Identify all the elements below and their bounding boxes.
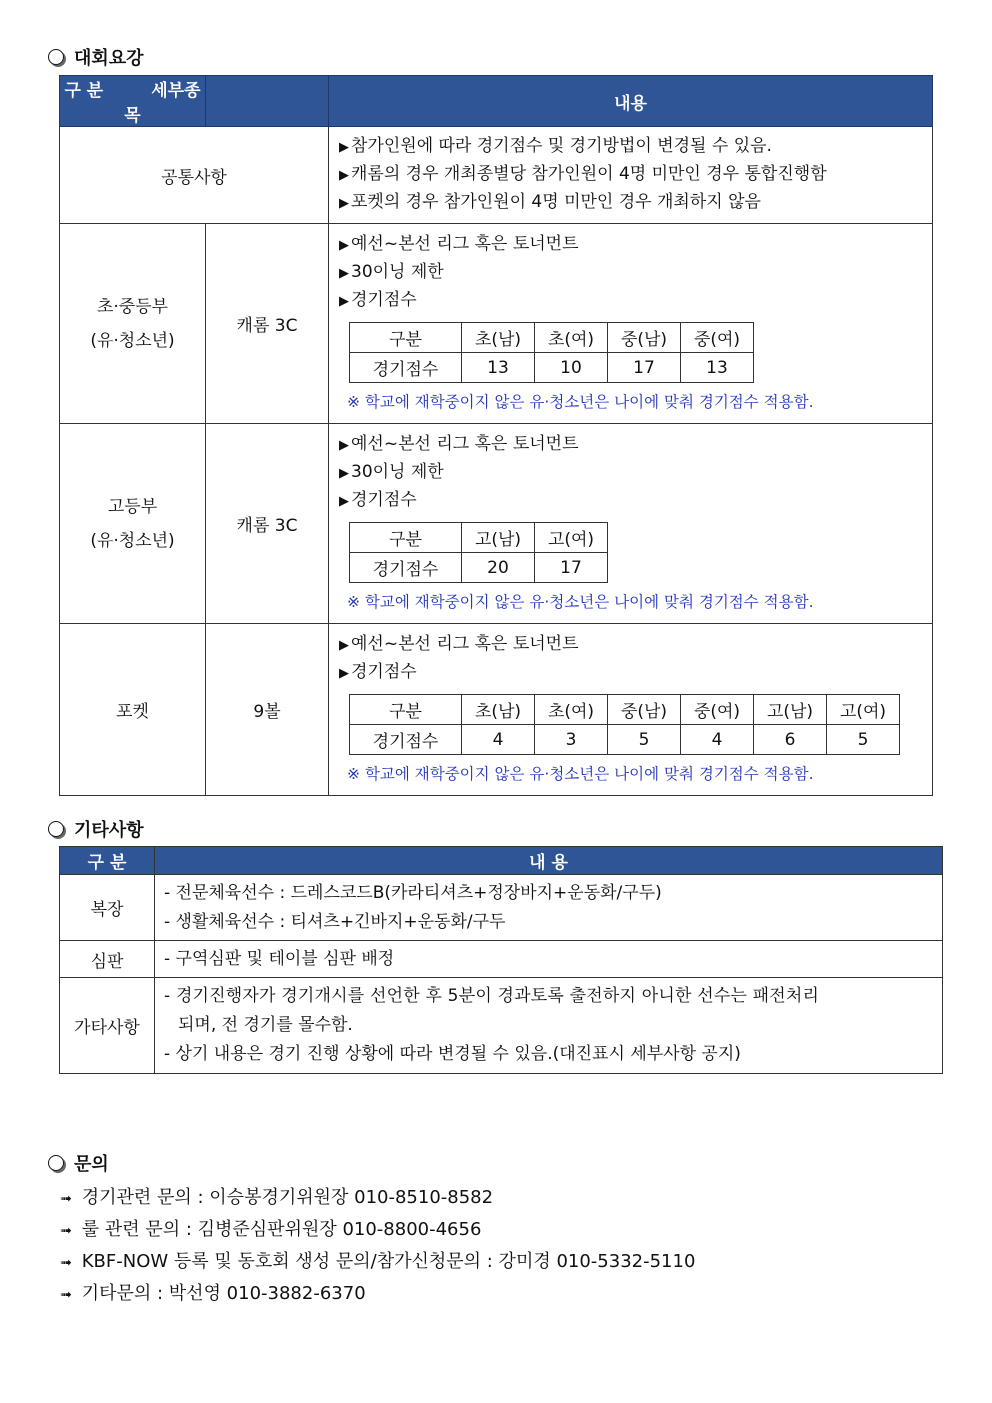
triangle-icon: ▶	[339, 638, 349, 653]
arrow-icon: ➟	[60, 1287, 72, 1303]
note-text: ※ 학교에 재학중이지 않은 유·청소년은 나이에 맞춰 경기점수 적용함.	[347, 593, 814, 611]
row-label: 복장	[60, 875, 155, 941]
score-table: 구분 초(남) 초(여) 중(남) 중(여) 고(남) 고(여) 경기점수 4 3 5 4 6 5	[349, 694, 900, 755]
section-title-text: 문의	[74, 1154, 109, 1175]
triangle-icon: ▶	[339, 266, 349, 281]
etc-table	[59, 846, 943, 1074]
row-label: 가타사항	[60, 978, 155, 1074]
triangle-icon: ▶	[339, 494, 349, 509]
inquiry-item: ➟ 룰 관련 문의 : 김병준심판위원장 010-8800-4656	[60, 1219, 482, 1240]
table-row: 고등부 (유·청소년) 캐롬 3C ▶ 예선~본선 리그 혹은 토너먼트 ▶ 30이닝 제한 ▶ 경기점수 구분 고(남) 고(여) 경기점수 20 17 ※ 학교에 재학중이지 않은 유·청소년은 나이에 맞춰 경기점수 적용함.	[60, 424, 933, 624]
triangle-icon: ▶	[339, 294, 349, 309]
circle-icon	[48, 1155, 64, 1171]
triangle-icon: ▶	[339, 168, 349, 183]
header-content: 내 용	[155, 847, 943, 875]
circle-icon	[48, 821, 64, 837]
arrow-icon: ➟	[60, 1255, 72, 1271]
header-content: 내용	[329, 76, 933, 127]
rules-table	[59, 75, 933, 796]
inquiry-item: ➟ 경기관련 문의 : 이승봉경기위원장 010-8510-8582	[60, 1187, 494, 1208]
table-row: 복장 - 전문체육선수 : 드레스코드B(카라티셔츠+정장바지+운동화/구두) - 생활체육선수 : 티셔츠+긴바지+운동화/구두	[60, 875, 943, 941]
note-text: ※ 학교에 재학중이지 않은 유·청소년은 나이에 맞춰 경기점수 적용함.	[347, 393, 814, 411]
section-title-text: 기타사항	[74, 820, 144, 841]
arrow-icon: ➟	[60, 1223, 72, 1239]
division-cell: 초·중등부 (유·청소년)	[60, 224, 206, 424]
section-title-etc	[48, 816, 144, 842]
triangle-icon: ▶	[339, 466, 349, 481]
event-cell: 캐롬 3C	[206, 224, 329, 424]
section-title-inquiry	[48, 1150, 109, 1176]
section-title-rules	[48, 44, 144, 70]
division-cell: 고등부 (유·청소년)	[60, 424, 206, 624]
table-row: 포켓 9볼 ▶ 예선~본선 리그 혹은 토너먼트 ▶ 경기점수 구분 초(남) 초(여) 중(남) 중(여) 고(남) 고(여) 경기점수 4 3 5 4 6 5 ※ 학교에 재학중이지 않은 유·청소년은 나이에 맞춰 경기점수 적용함.	[60, 624, 933, 796]
inquiry-item: ➟ 기타문의 : 박선영 010-3882-6370	[60, 1283, 366, 1304]
score-table: 구분 초(남) 초(여) 중(남) 중(여) 경기점수 13 10 17 13	[349, 322, 754, 383]
triangle-icon: ▶	[339, 196, 349, 211]
header-division: 구 분	[60, 847, 155, 875]
triangle-icon: ▶	[339, 666, 349, 681]
division-cell: 포켓	[60, 624, 206, 796]
triangle-icon: ▶	[339, 238, 349, 253]
arrow-icon: ➟	[60, 1191, 72, 1207]
circle-icon	[48, 49, 64, 65]
note-text: ※ 학교에 재학중이지 않은 유·청소년은 나이에 맞춰 경기점수 적용함.	[347, 765, 814, 783]
event-cell: 캐롬 3C	[206, 424, 329, 624]
triangle-icon: ▶	[339, 438, 349, 453]
triangle-icon: ▶	[339, 140, 349, 155]
inquiry-item: ➟ KBF-NOW 등록 및 동호회 생성 문의/참가신청문의 : 강미경 010-5332-5110	[60, 1251, 696, 1272]
common-label: 공통사항	[60, 127, 329, 224]
table-row: 가타사항 - 경기진행자가 경기개시를 선언한 후 5분이 경과토록 출전하지 아니한 선수는 패전처리 되며, 전 경기를 몰수함. - 상기 내용은 경기 진행 상황에 따라 변경될 수 있음.(대진표시 세부사항 공지)	[60, 978, 943, 1074]
section-title-text: 대회요강	[74, 48, 144, 69]
header-event: 세부종목	[124, 81, 201, 126]
header-division: 구 분 세부종목	[60, 76, 206, 127]
score-table: 구분 고(남) 고(여) 경기점수 20 17	[349, 522, 608, 583]
row-label: 심판	[60, 941, 155, 978]
event-cell: 9볼	[206, 624, 329, 796]
table-row: 공통사항 ▶ 참가인원에 따라 경기점수 및 경기방법이 변경될 수 있음. ▶ 캐롬의 경우 개최종별당 참가인원이 4명 미만인 경우 통합진행함 ▶ 포켓의 경우 참가인원이 4명 미만인 경우 개최하지 않음	[60, 127, 933, 224]
table-row: 초·중등부 (유·청소년) 캐롬 3C ▶ 예선~본선 리그 혹은 토너먼트 ▶ 30이닝 제한 ▶ 경기점수 구분 초(남) 초(여) 중(남) 중(여) 경기점수 13 10 17 13 ※ 학교에 재학중이지 않은 유·청소년은 나이에 맞춰 경기점수 적용함.	[60, 224, 933, 424]
table-row: 심판 - 구역심판 및 테이블 심판 배정	[60, 941, 943, 978]
